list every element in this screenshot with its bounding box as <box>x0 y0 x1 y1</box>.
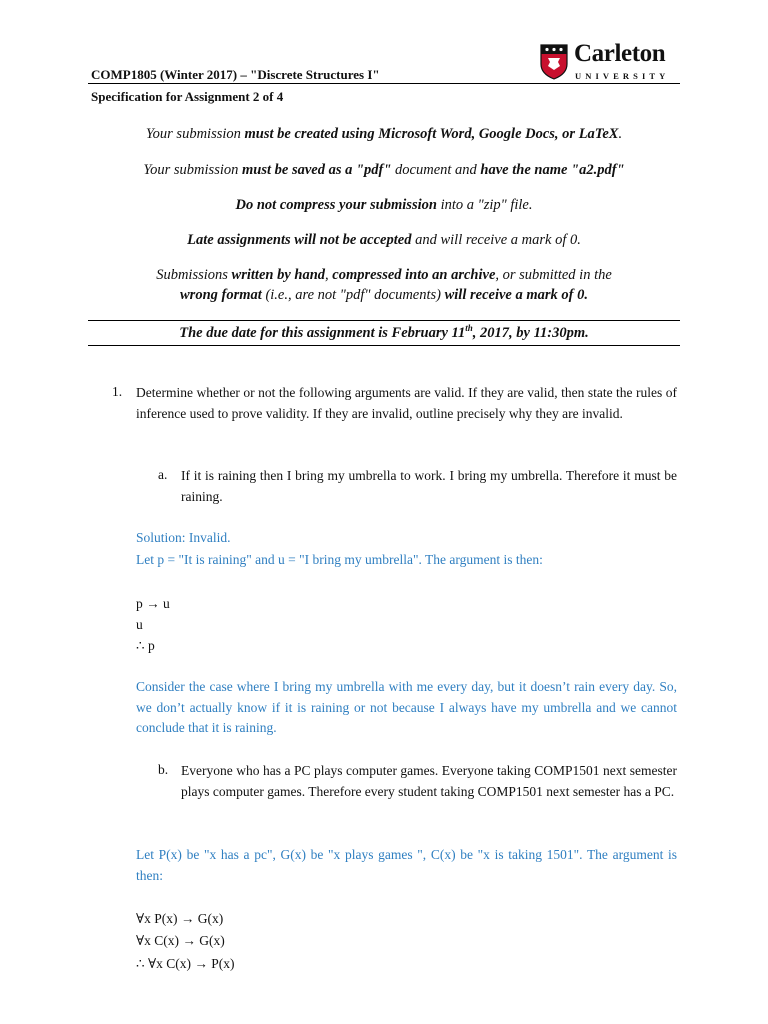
notice-text: Your submission <box>145 126 245 142</box>
part-a-text: If it is raining then I bring my umbrella to work. I bring my umbrella. Therefore it must be raining. <box>181 468 677 504</box>
notice-text: into a "zip" file. <box>436 197 533 213</box>
part-a-explanation: Consider the case where I bring my umbrella with me every day, but it doesn’t rain every day. So, we don’t actually know if it is raining or not because I always have my umbrella and we cannot conclude that it is raining. <box>136 679 677 736</box>
notice-text: . <box>618 126 623 142</box>
part-b-text: Everyone who has a PC plays computer games. Everyone taking COMP1501 next semester plays computer games. Therefore every student taking COMP1501 next semester has a PC. <box>181 763 677 799</box>
notice-text: and will receive a mark of 0. <box>411 232 581 248</box>
due-text: , 2017, by 11:30pm. <box>472 325 589 341</box>
logo-wordmark: Carleton <box>574 40 666 67</box>
notice-bold: Late assignments will not be accepted <box>187 232 412 248</box>
notice-bold: compressed into an archive <box>332 267 496 283</box>
part-a-premise-1: p → u <box>136 596 170 611</box>
part-b-solution-let: Let P(x) be "x has a pc", G(x) be "x plays games ", C(x) be "x is taking 1501". The argument is then: <box>136 847 677 883</box>
university-logo <box>540 42 680 88</box>
notice-bold: will receive a mark of 0. <box>444 287 588 303</box>
notice-text: Submissions <box>156 267 232 283</box>
notice-text: document and <box>391 162 481 178</box>
notice-wrong-format <box>88 265 680 305</box>
due-superscript: th <box>465 323 473 334</box>
part-a-solution-head: Solution: Invalid. <box>136 530 231 545</box>
part-a-solution-let: Let p = "It is raining" and u = "I bring my umbrella". The argument is then: <box>136 552 543 567</box>
notice-compress <box>88 195 680 215</box>
part-a-premise-2: u <box>136 617 143 632</box>
notice-text: , <box>325 267 333 283</box>
part-b-conclusion: ∴ ∀x C(x) → P(x) <box>136 956 235 971</box>
course-line: COMP1805 (Winter 2017) – "Discrete Structures I" <box>91 67 380 82</box>
notice-bold: have the name "a2.pdf" <box>480 162 625 178</box>
notice-text: (i.e., are not "pdf" documents) <box>261 287 445 303</box>
question-text: Determine whether or not the following arguments are valid. If they are valid, then state the rules of inference used to prove validity. If they are invalid, outline precisely why they are invalid. <box>136 385 677 421</box>
part-a-label: a. <box>158 467 168 482</box>
notice-pdf <box>88 160 680 180</box>
logo-subtitle: UNIVERSITY <box>575 71 670 81</box>
part-a-conclusion: ∴ p <box>136 638 155 653</box>
notice-bold: written by hand <box>231 267 326 283</box>
notice-bold: must be created using Microsoft Word, Google Docs, or LaTeX <box>244 126 619 142</box>
due-text: The due date for this assignment is February 11 <box>179 325 466 341</box>
notice-bold: wrong format <box>180 287 262 303</box>
spec-line: Specification for Assignment 2 of 4 <box>91 89 284 104</box>
notice-bold: Do not compress your submission <box>235 197 437 213</box>
part-b-label: b. <box>158 762 169 777</box>
notice-text: , or submitted in the <box>495 267 612 283</box>
shield-icon <box>540 44 568 80</box>
notice-late <box>88 230 680 250</box>
notice-bold: must be saved as a "pdf" <box>242 162 392 178</box>
part-b-premise-2: ∀x C(x) → G(x) <box>136 933 225 948</box>
notice-text: Your submission <box>143 162 242 178</box>
question-number: 1. <box>112 384 123 399</box>
notice-format <box>88 124 680 144</box>
part-b-premise-1: ∀x P(x) → G(x) <box>136 911 224 926</box>
due-date-banner <box>88 320 680 346</box>
